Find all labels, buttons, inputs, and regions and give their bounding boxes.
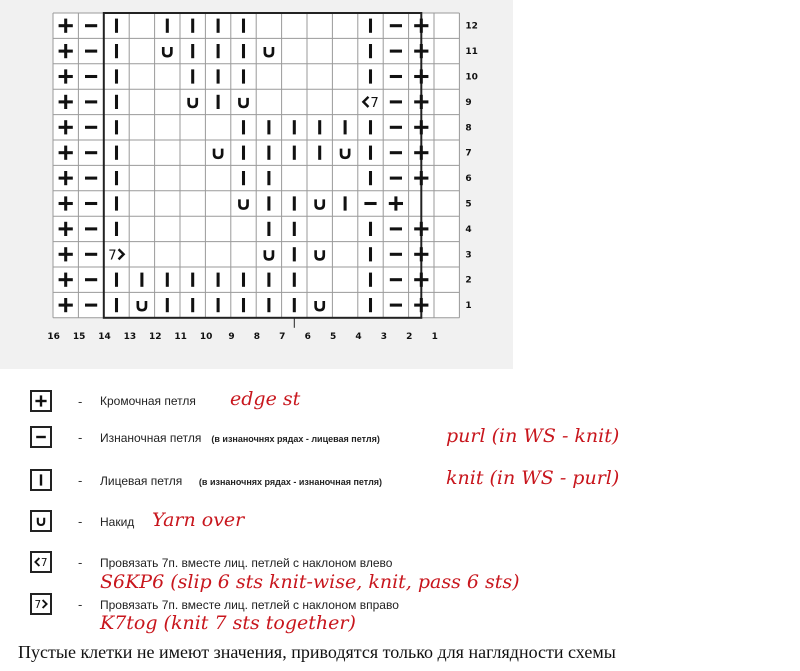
- column-number: 16: [47, 331, 60, 342]
- legend-glyph-edge-stitch-icon: [32, 392, 50, 410]
- s6kp6-mark-digit: 7: [370, 95, 379, 111]
- legend-knit-icon: [30, 469, 52, 491]
- legend-ru-main: Изнаночная петля: [100, 431, 202, 445]
- legend-dash: -: [78, 555, 83, 570]
- row-number: 2: [465, 275, 472, 286]
- legend-glyph-knit-icon: [32, 471, 50, 489]
- column-number: 12: [149, 331, 162, 342]
- legend-en-label: K7tog (knit 7 sts together): [100, 612, 356, 634]
- row-number: 3: [465, 250, 472, 261]
- column-number: 5: [329, 331, 337, 342]
- row-number: 10: [465, 72, 478, 83]
- column-number: 6: [304, 331, 311, 342]
- legend-dash: -: [78, 514, 83, 529]
- legend-en-label: purl (in WS - knit): [446, 425, 620, 447]
- legend-ru-label: Провязать 7п. вместе лиц. петлей с наклоном влево: [100, 556, 393, 570]
- column-number: 9: [228, 331, 235, 342]
- column-number: 1: [431, 331, 438, 342]
- knitting-chart: [0, 0, 513, 369]
- row-number: 6: [465, 174, 472, 185]
- row-number: 7: [465, 148, 472, 159]
- row-number: 1: [465, 301, 472, 312]
- k7tog-mark: [43, 600, 47, 608]
- column-number: 15: [72, 331, 86, 342]
- column-number: 4: [355, 331, 362, 342]
- legend-decrease-left-icon: [30, 551, 52, 573]
- legend-ru-note: (в изнаночнях рядах - лицевая петля): [211, 434, 380, 444]
- legend-edge-stitch-icon: [30, 390, 52, 412]
- row-number: 11: [465, 47, 478, 58]
- k7tog-mark-digit: 7: [108, 248, 117, 264]
- row-number: 12: [465, 21, 478, 32]
- row-number: 5: [465, 199, 472, 210]
- legend-glyph-decrease-right-icon: [32, 595, 50, 613]
- column-number: 3: [380, 331, 388, 342]
- legend-glyph-purl-icon: [32, 428, 50, 446]
- column-number: 13: [123, 331, 137, 342]
- legend-glyph-decrease-left-icon: [32, 553, 50, 571]
- legend-en-label: knit (in WS - purl): [446, 467, 620, 489]
- legend-ru-note: (в изнаночнях рядах - изнаночная петля): [198, 477, 383, 487]
- legend-dash: -: [78, 473, 83, 488]
- legend-yarn-over-icon: [30, 510, 52, 532]
- column-number: 8: [253, 331, 261, 342]
- row-number: 8: [465, 123, 472, 134]
- legend-dash: -: [78, 430, 83, 445]
- legend-decrease-right-icon: [30, 593, 52, 615]
- legend-en-label: Yarn over: [152, 509, 245, 531]
- column-number: 14: [98, 331, 111, 342]
- legend-dash: -: [78, 597, 83, 612]
- column-number: 7: [279, 331, 286, 342]
- legend-purl-icon: [30, 426, 52, 448]
- legend-ru-label: Накид: [100, 515, 135, 529]
- legend-ru-label: [100, 431, 380, 445]
- footer-note: Пустые клетки не имеют значения, приводятся только для наглядности схемы: [18, 642, 616, 662]
- row-number: 4: [465, 224, 472, 235]
- k7tog-mark-digit: 7: [34, 599, 42, 611]
- legend-ru-label: [100, 474, 382, 488]
- knitting-chart-panel: [0, 0, 513, 369]
- legend-dash: -: [78, 394, 83, 409]
- column-number: 2: [406, 331, 413, 342]
- column-number: 10: [199, 331, 213, 342]
- yarn-over-mark: [38, 518, 44, 525]
- row-number: 9: [465, 97, 472, 108]
- s6kp6-mark-digit: 7: [40, 557, 48, 569]
- legend-ru-label: Провязать 7п. вместе лиц. петлей с наклоном вправо: [100, 598, 399, 612]
- legend-ru-main: Лицевая петля: [100, 474, 183, 488]
- legend-ru-label: Кромочная петля: [100, 394, 196, 408]
- legend-en-label: S6KP6 (slip 6 sts knit-wise, knit, pass 6 sts): [100, 571, 520, 593]
- s6kp6-mark: [35, 558, 39, 566]
- legend-en-label: edge st: [230, 388, 301, 410]
- column-number: 11: [174, 331, 187, 342]
- legend-glyph-yarn-over-icon: [32, 512, 50, 530]
